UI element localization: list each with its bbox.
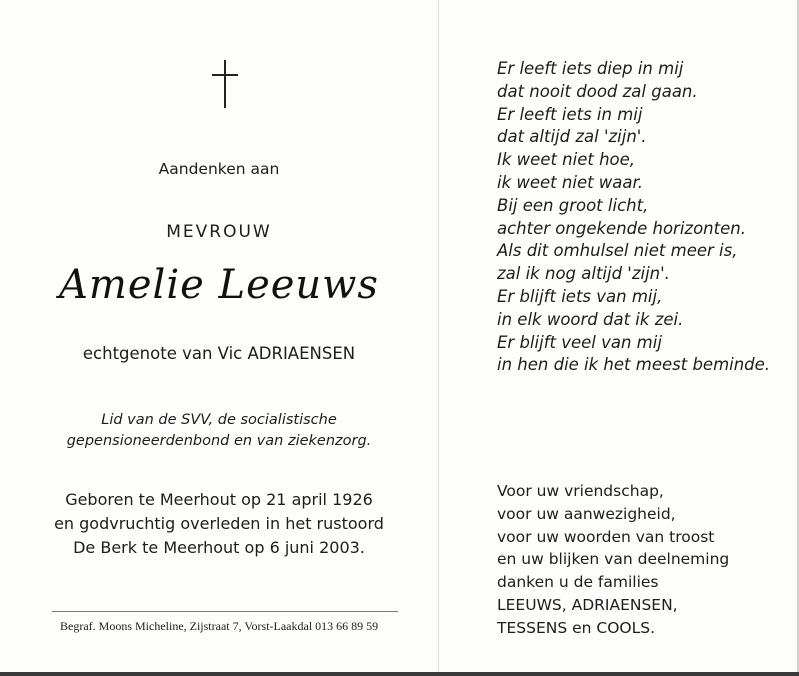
poem-line: dat altijd zal 'zijn'. (497, 127, 647, 147)
poem (497, 58, 770, 377)
birth-death-text (0, 488, 438, 560)
thanks-line: en uw blijken van deelneming (497, 550, 730, 569)
birth-death-line: De Berk te Meerhout op 6 juni 2003. (73, 538, 365, 557)
poem-line: Er leeft iets diep in mij (497, 59, 684, 78)
membership-line: Lid van de SVV, de socialistische (101, 412, 337, 428)
membership-text (0, 410, 438, 452)
thanks-line: voor uw woorden van troost (497, 527, 715, 546)
poem-line: dat nooit dood zal gaan. (497, 81, 698, 101)
divider (52, 611, 398, 612)
poem-line: in hen die ik het meest beminde. (497, 355, 771, 375)
undertaker-text: Begraf. Moons Micheline, Zijstraat 7, Vorst-Laakdal 013 66 89 59 (60, 619, 379, 633)
intro-text: Aandenken aan (158, 160, 280, 178)
cross-icon (210, 60, 240, 110)
birth-death-line: en godvruchtig overleden in het rustoord (54, 514, 384, 533)
poem-line: Er blijft veel van mij (497, 332, 662, 352)
poem-line: achter ongekende horizonten. (497, 218, 746, 238)
deceased-name: Amelie Leeuws (59, 262, 379, 308)
membership-line: gepensioneerdenbond en van ziekenzorg. (66, 433, 372, 449)
poem-line: zal ik nog altijd 'zijn'. (497, 264, 670, 284)
thanks-line: voor uw aanwezigheid, (497, 504, 676, 523)
thanks-line: Voor uw vriendschap, (497, 482, 664, 500)
thanks-line: LEEUWS, ADRIAENSEN, (497, 595, 678, 614)
thanks-line: TESSENS en COOLS. (497, 618, 656, 637)
poem-line: in elk woord dat ik zei. (497, 309, 684, 329)
poem-line: Ik weet niet hoe, (497, 150, 636, 170)
poem-line: ik weet niet waar. (497, 172, 644, 192)
poem-line: Er leeft iets in mij (497, 104, 643, 124)
thanks-text (497, 480, 729, 640)
poem-line: Als dit omhulsel niet meer is, (497, 241, 738, 261)
poem-line: Bij een groot licht, (497, 195, 649, 215)
title-text: MEVROUW (166, 222, 272, 242)
fold-line (438, 0, 439, 676)
poem-line: Er blijft iets van mij, (497, 286, 663, 306)
thanks-line: danken u de families (497, 573, 659, 592)
birth-death-line: Geboren te Meerhout op 21 april 1926 (65, 490, 373, 509)
spouse-text: echtgenote van Vic ADRIAENSEN (82, 344, 356, 363)
